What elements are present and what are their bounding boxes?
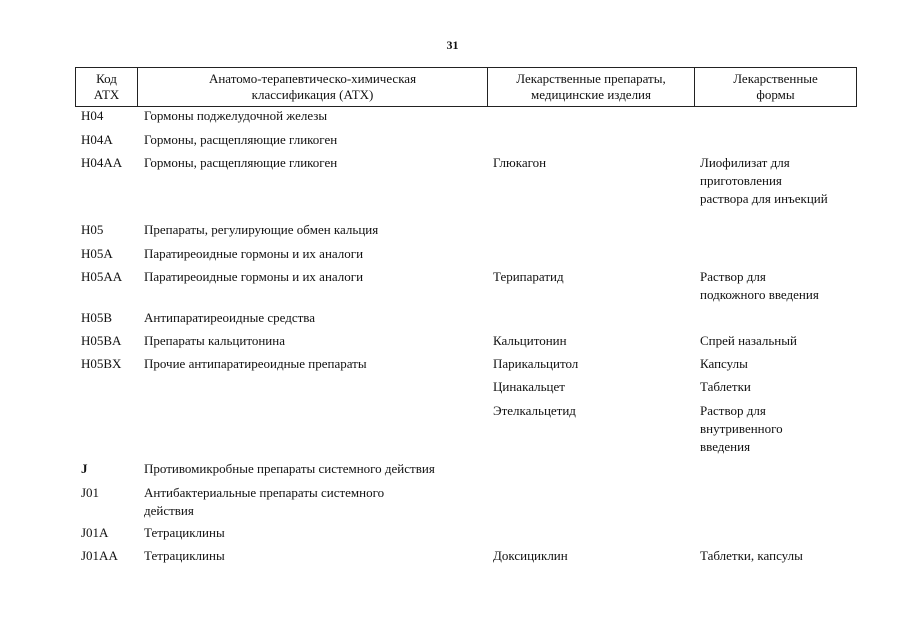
table-header <box>75 67 857 107</box>
atc-code: J01 <box>81 485 100 500</box>
atc-name: Антибактериальные препараты системного действия <box>144 485 385 518</box>
drug-name: Кальцитонин <box>493 333 567 348</box>
atc-code: H04AA <box>81 155 123 170</box>
header-atc-classification: Анатомо-терапевтическо-химическая классификация (АТХ) <box>138 68 488 106</box>
dosage-form: Таблетки, капсулы <box>700 548 803 563</box>
atc-name: Препараты кальцитонина <box>144 333 285 348</box>
atc-code: J01A <box>81 525 109 540</box>
atc-name: Препараты, регулирующие обмен кальция <box>144 222 379 237</box>
header-atc-code: Код АТХ <box>76 68 138 106</box>
atc-code: J01AA <box>81 548 118 563</box>
drug-name: Этелкальцетид <box>493 403 576 418</box>
atc-name: Гормоны поджелудочной железы <box>144 108 328 123</box>
dosage-form: Раствор для внутривенного введения <box>700 403 783 454</box>
atc-code: H05BA <box>81 333 122 348</box>
atc-name: Паратиреоидные гормоны и их аналоги <box>144 269 364 284</box>
atc-name: Гормоны, расщепляющие гликоген <box>144 155 338 170</box>
atc-code: H05A <box>81 246 113 261</box>
dosage-form: Спрей назальный <box>700 333 797 348</box>
dosage-form: Таблетки <box>700 379 751 394</box>
atc-name: Гормоны, расщепляющие гликоген <box>144 132 338 147</box>
header-dosage-forms: Лекарственные формы <box>733 71 818 102</box>
drug-name: Глюкагон <box>493 155 547 170</box>
page-number: 31 <box>446 38 459 52</box>
atc-code: H05BX <box>81 356 122 371</box>
atc-code: J <box>81 461 88 476</box>
atc-name: Прочие антипаратиреоидные препараты <box>144 356 367 371</box>
dosage-form: Раствор для подкожного введения <box>700 269 819 302</box>
atc-name: Тетрациклины <box>144 525 225 540</box>
drug-name: Парикальцитол <box>493 356 579 371</box>
drug-name: Доксициклин <box>493 548 568 563</box>
drug-name: Цинакальцет <box>493 379 565 394</box>
drug-name: Терипаратид <box>493 269 564 284</box>
atc-name: Противомикробные препараты системного действия <box>144 461 435 476</box>
atc-code: H04 <box>81 108 104 123</box>
atc-name: Паратиреоидные гормоны и их аналоги <box>144 246 364 261</box>
atc-code: H05AA <box>81 269 123 284</box>
dosage-form: Лиофилизат для приготовления раствора для инъекций <box>700 155 828 206</box>
dosage-form: Капсулы <box>700 356 748 371</box>
header-medicines: Лекарственные препараты, медицинские изделия <box>488 68 695 106</box>
atc-code: H05B <box>81 310 113 325</box>
atc-code: H05 <box>81 222 104 237</box>
atc-code: H04A <box>81 132 113 147</box>
atc-name: Тетрациклины <box>144 548 225 563</box>
atc-name: Антипаратиреоидные средства <box>144 310 316 325</box>
